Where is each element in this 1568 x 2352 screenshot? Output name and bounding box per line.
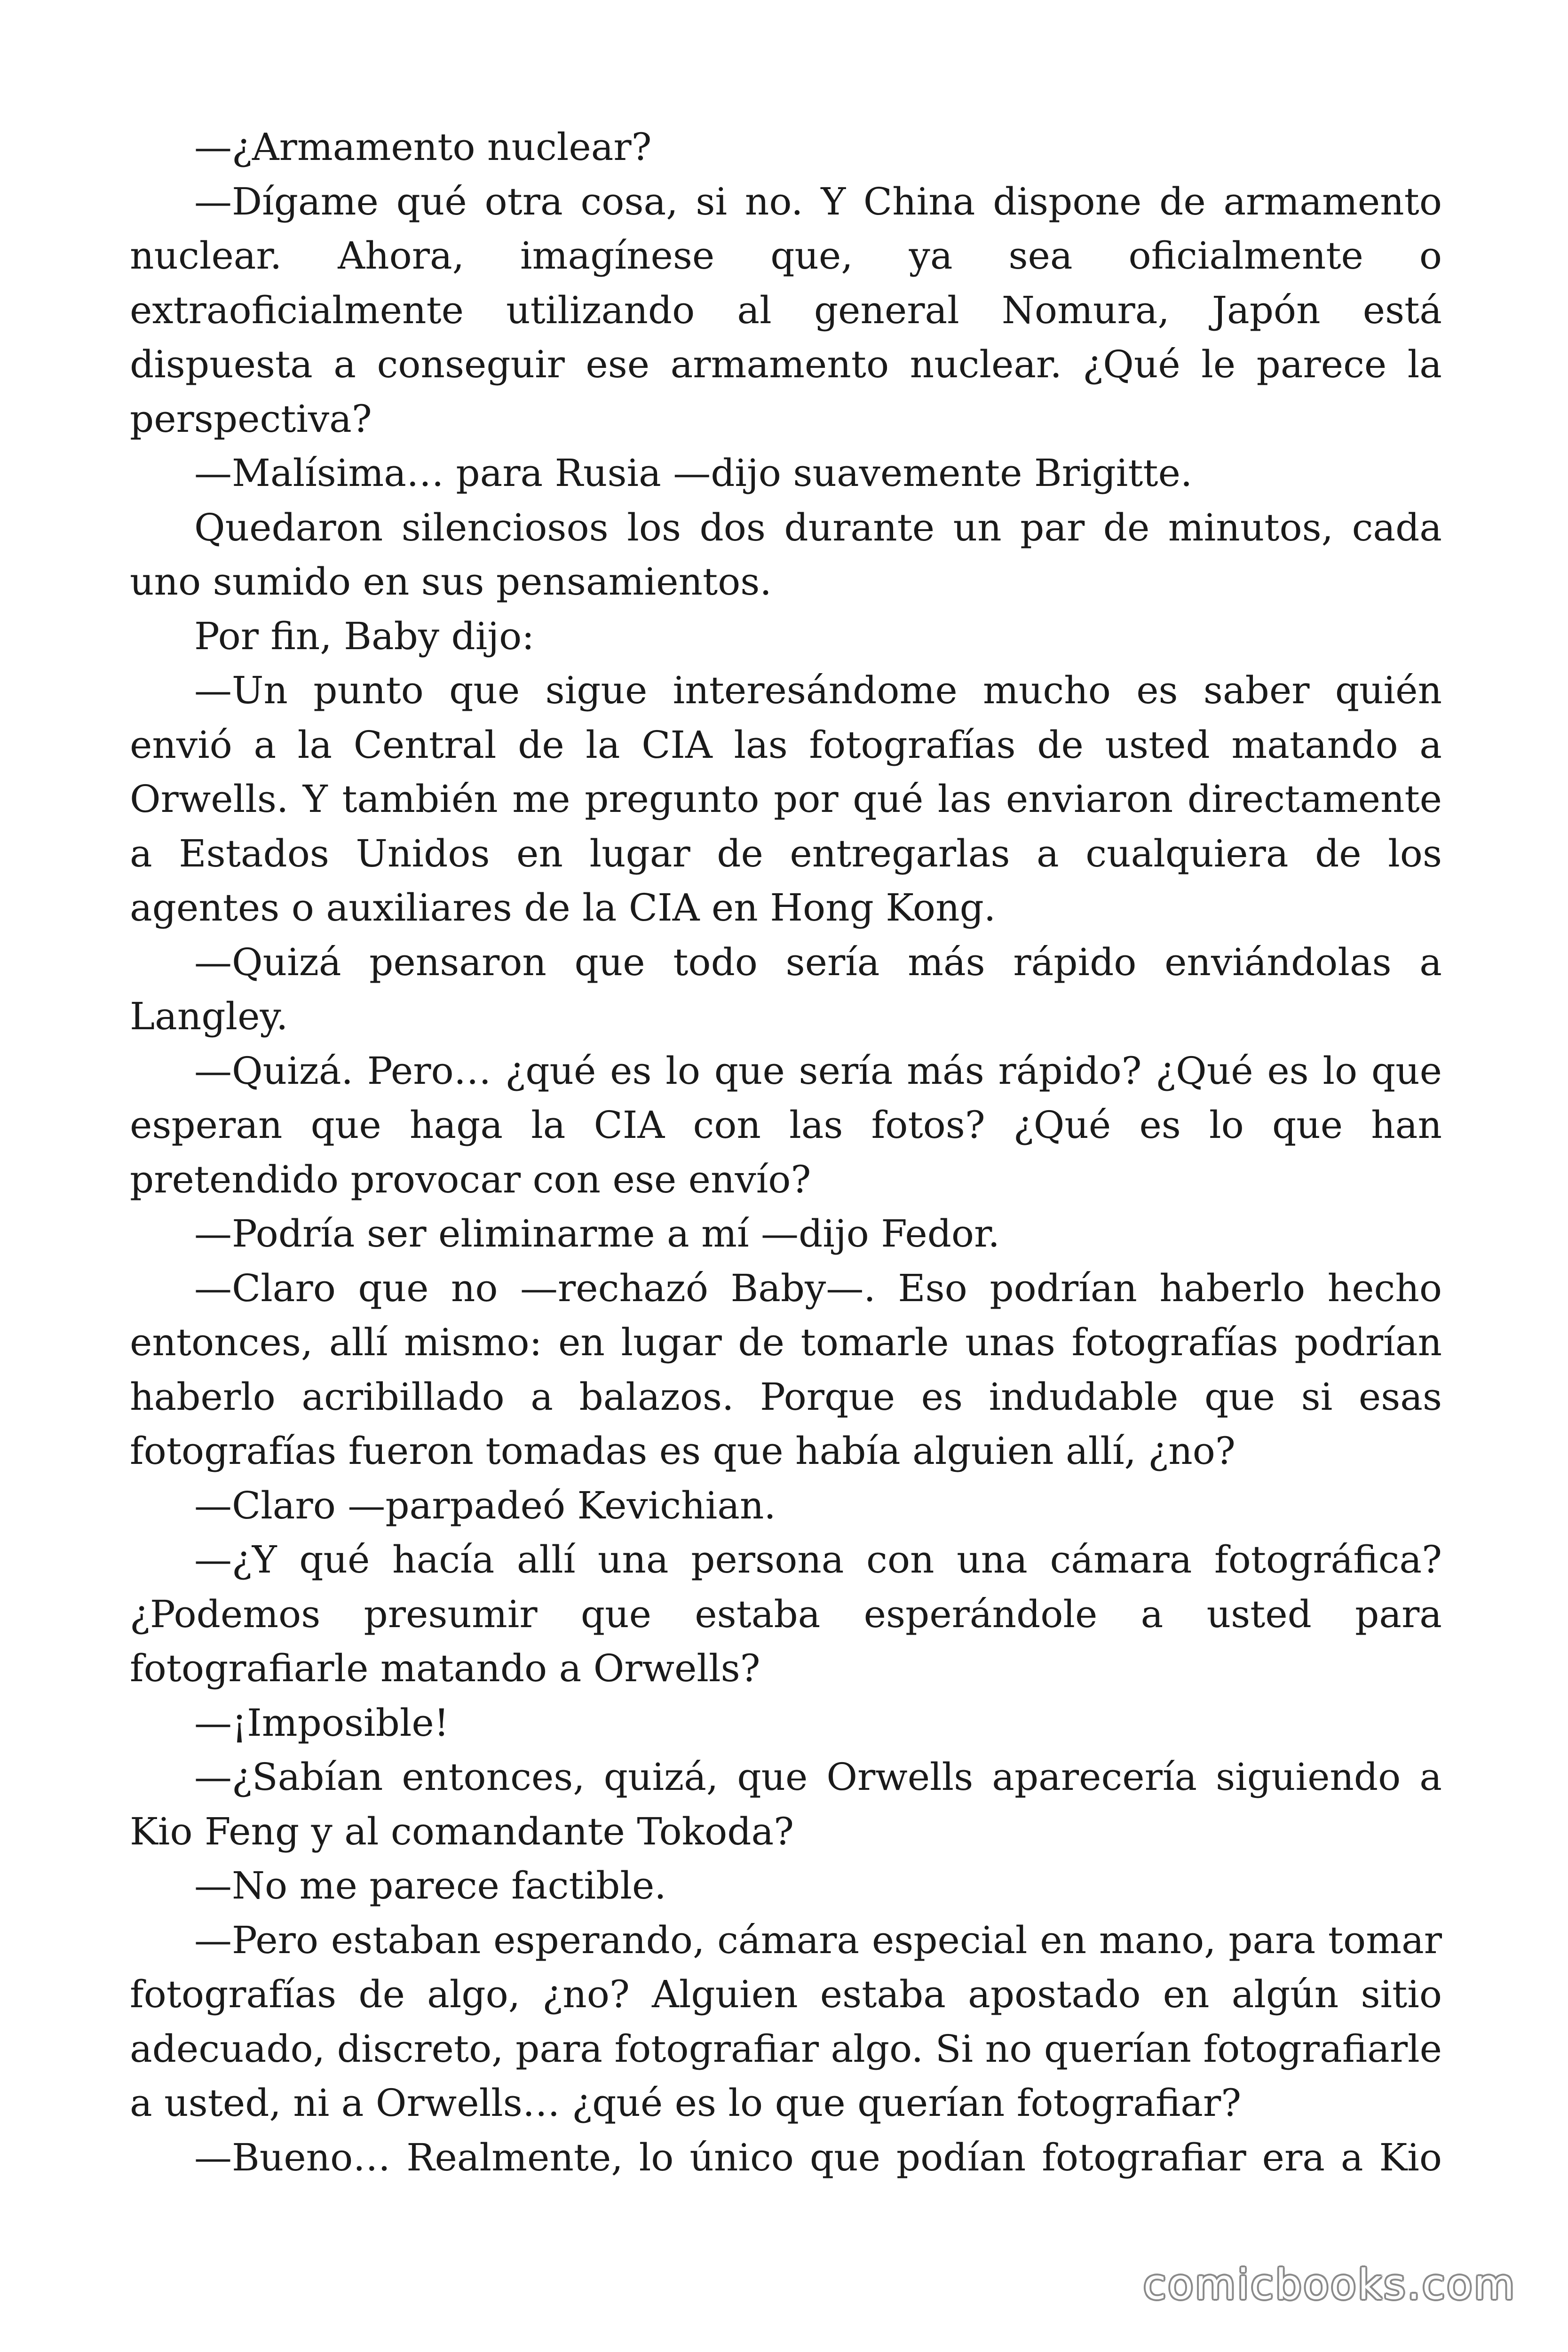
paragraph: —¡Imposible! — [194, 1700, 449, 1745]
paragraph: —¿Armamento nuclear? — [194, 125, 652, 169]
paragraph: Quedaron silenciosos los dos durante un par de minutos, cada uno sumido en sus pensamientos. — [130, 505, 1442, 604]
paragraph: —Claro que no —rechazó Baby—. Eso podrían haberlo hecho entonces, allí mismo: en lugar de tomarle unas fotografías podrían haberlo acribillado a balazos. Porque es indudable que si esas fotografías fueron tomadas es que había alguien allí, ¿no? — [130, 1266, 1442, 1473]
paragraph: —Quizá. Pero… ¿qué es lo que sería más rápido? ¿Qué es lo que esperan que haga la CIA con las fotos? ¿Qué es lo que han pretendido provocar con ese envío? — [130, 1049, 1442, 1201]
paragraph: —Dígame qué otra cosa, si no. Y China dispone de armamento nuclear. Ahora, imagínese que, ya sea oficialmente o extraoficialmente utilizando al general Nomura, Japón está dispuesta a conseguir ese armamento nuclear. ¿Qué le parece la perspectiva? — [130, 179, 1442, 441]
watermark: comicbooks.com — [1143, 2260, 1516, 2309]
paragraph: —¿Sabían entonces, quizá, que Orwells aparecería siguiendo a Kio Feng y al comandante Tokoda? — [130, 1755, 1442, 1853]
paragraph: —Quizá pensaron que todo sería más rápido enviándolas a Langley. — [130, 940, 1442, 1038]
paragraph: —Un punto que sigue interesándome mucho es saber quién envió a la Central de la CIA las fotografías de usted matando a Orwells. Y también me pregunto por qué las enviaron directamente a Estados Unidos en lugar de entregarlas a cualquiera de los agentes o auxiliares de la CIA en Hong Kong. — [130, 668, 1442, 930]
paragraph: —¿Y qué hacía allí una persona con una cámara fotográfica? ¿Podemos presumir que estaba esperándole a usted para fotografiarle matando a Orwells? — [130, 1538, 1442, 1690]
paragraph: —No me parece factible. — [194, 1864, 666, 1907]
paragraph: —Pero estaban esperando, cámara especial en mano, para tomar fotografías de algo, ¿no? Alguien estaba apostado en algún sitio adecuado, discreto, para fotografiar algo. Si no querían fotografiarle a usted, ni a Orwells… ¿qué es lo que querían fotografiar? — [130, 1918, 1442, 2125]
page-text-body — [130, 120, 1442, 2185]
paragraph: —Podría ser eliminarme a mí —dijo Fedor. — [194, 1212, 1000, 1255]
paragraph: —Claro —parpadeó Kevichian. — [194, 1483, 776, 1527]
paragraph: Por fin, Baby dijo: — [194, 614, 535, 658]
paragraph: —Bueno… Realmente, lo único que podían fotografiar era a Kio — [194, 2135, 1442, 2179]
paragraph: —Malísima… para Rusia —dijo suavemente Brigitte. — [194, 451, 1193, 495]
